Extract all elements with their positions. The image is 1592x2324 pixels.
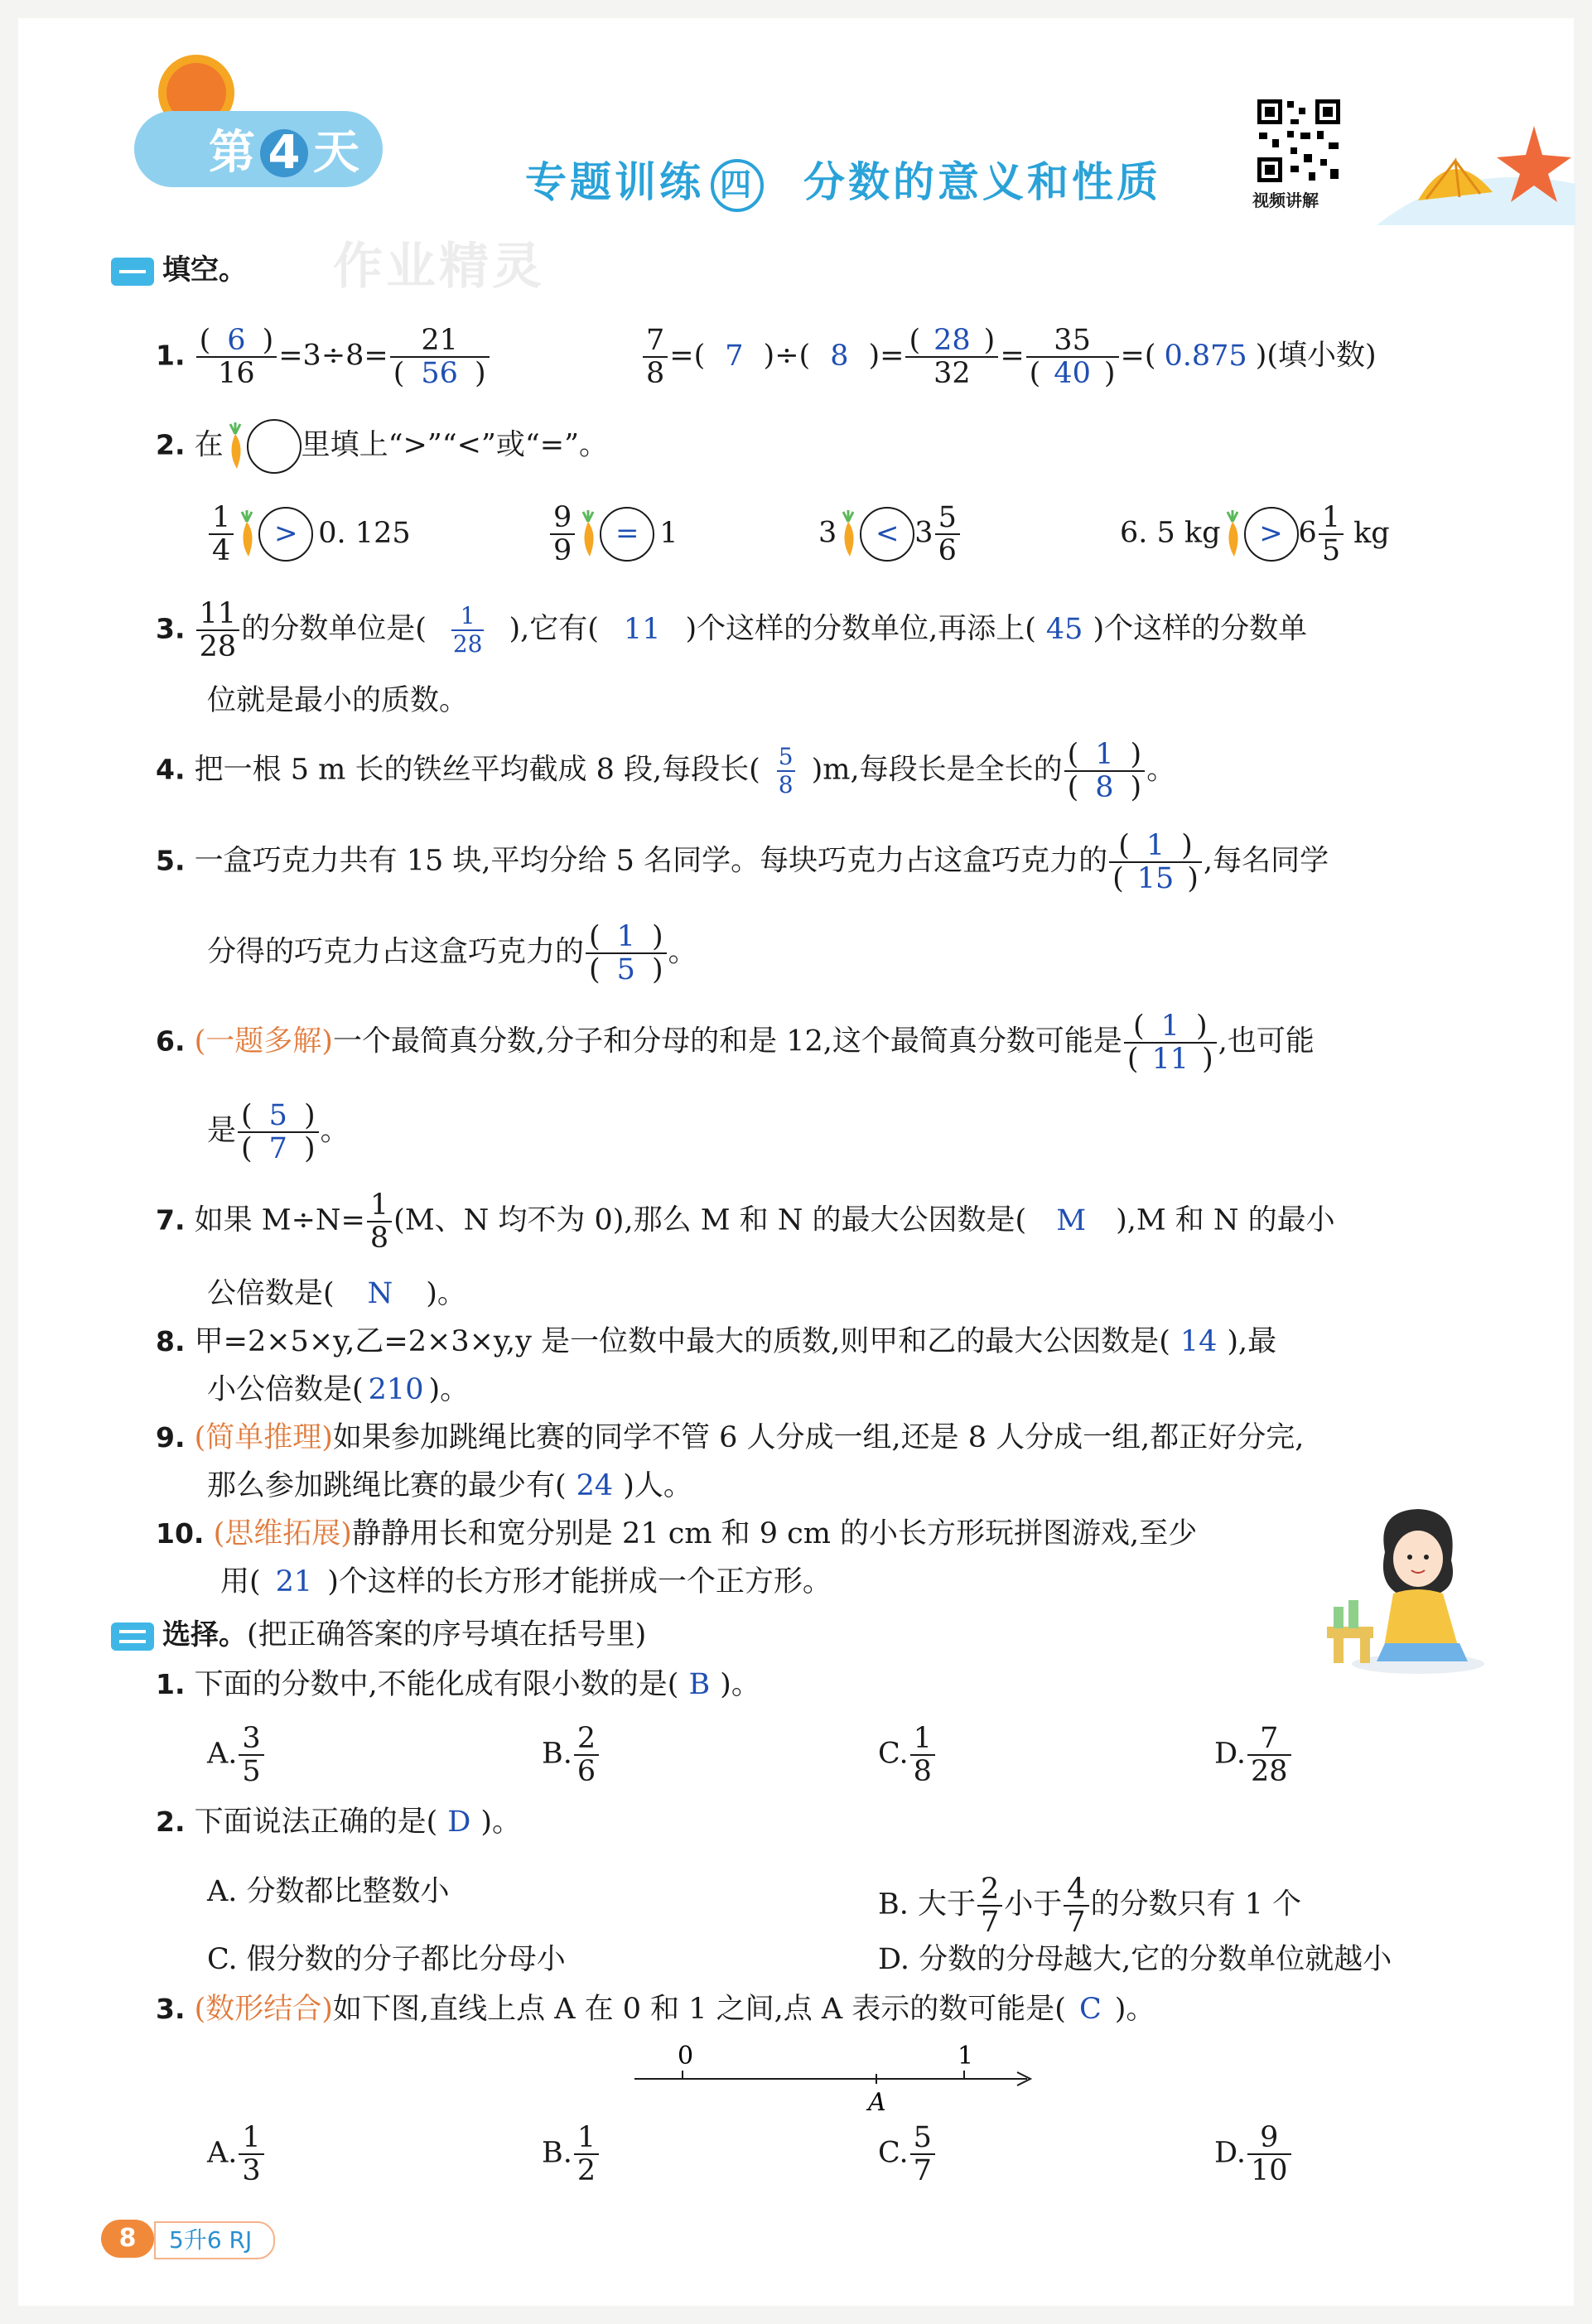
question-1-7-line2: 公倍数是( N )。 [207, 1277, 466, 1310]
worksheet-page [18, 18, 1574, 2306]
compare-item-2: $\frac{9}{9}$ = 1 [548, 502, 678, 567]
question-1-8: 8. 甲=2×5×y,乙=2×3×y,y 是一位数中最大的质数,则甲和乙的最大公因数是( 14 ),最 [156, 1325, 1277, 1358]
option-d[interactable]: D. $\frac{7}{28}$ [1214, 1723, 1293, 1787]
qr-code[interactable] [1254, 96, 1344, 186]
section1-header: 填空。 [111, 252, 247, 288]
compare-circle [247, 419, 302, 474]
compare-circle[interactable]: > [1244, 507, 1299, 562]
carrot-icon [1221, 510, 1244, 558]
number-line [633, 2034, 1039, 2117]
qr-caption: 视频讲解 [1252, 190, 1319, 210]
option-c[interactable]: C. $\frac{5}{7}$ [878, 2122, 937, 2187]
axis-label-zero: 0 [678, 2042, 694, 2071]
question-tag: (数形结合) [194, 1993, 333, 2026]
option-d[interactable]: D. $\frac{9}{10}$ [1214, 2122, 1293, 2187]
question-2-3: 3. (数形结合)如下图,直线上点 A 在 0 和 1 之间,点 A 表示的数可能是( C )。 [156, 1993, 1155, 2026]
option-b[interactable]: B. $\frac{1}{2}$ [542, 2122, 601, 2187]
question-tag: (思维拓展) [213, 1517, 352, 1550]
question-1-9: 9. (简单推理)如果参加跳绳比赛的同学不管 6 人分成一组,还是 8 人分成一组,都正好分完, [156, 1421, 1305, 1454]
option-a[interactable]: A. 分数都比整数小 [207, 1875, 450, 1908]
title-circle-number: 四 [711, 159, 764, 212]
carrot-icon [576, 510, 600, 558]
fraction: $\frac{21}{( 56 )}$ [390, 325, 490, 389]
carrot-icon [837, 510, 860, 558]
option-c[interactable]: C. $\frac{1}{8}$ [878, 1723, 937, 1787]
series-label: 5升6 RJ [154, 2221, 275, 2259]
page-number-badge: 8 [101, 2220, 154, 2258]
page-title: 专题训练 四 分数的意义和性质 [525, 149, 1161, 212]
question-1-3: 3. $\frac{11}{28}$ 的分数单位是( $\frac{1}{28}$ ),它有( 11 )个这样的分数单位,再添上( 45 )个这样的分数单 [156, 597, 1308, 663]
question-1-3-line2: 位就是最小的质数。 [207, 684, 469, 717]
question-1-7: 7. 如果 M÷N= $\frac{1}{8}$ (M、N 均不为 0),那么 M 和 N 的最大公因数是( M ),M 和 N 的最小 [156, 1189, 1335, 1255]
option-a[interactable]: A. $\frac{3}{5}$ [207, 1723, 266, 1787]
watermark-text: 作业精灵 [333, 238, 545, 296]
question-1-8-line2: 小公倍数是( 210 )。 [207, 1373, 470, 1406]
compare-circle[interactable]: = [600, 507, 654, 562]
day-number-circle: 4 [260, 129, 308, 177]
question-2-1: 1. 下面的分数中,不能化成有限小数的是( B )。 [156, 1668, 760, 1701]
question-1-5-line2: 分得的巧克力占这盒巧克力的 $\frac{( 1 )}{( 5 )}$ 。 [207, 920, 697, 986]
question-1-9-line2: 那么参加跳绳比赛的最少有( 24 )人。 [207, 1469, 692, 1502]
question-1-10-line2: 用( 21 )个这样的长方形才能拼成一个正方形。 [220, 1565, 832, 1598]
question-tag: (简单推理) [194, 1421, 333, 1454]
question-1-10: 10. (思维拓展)静静用长和宽分别是 21 cm 和 9 cm 的小长方形玩拼图游戏,至少 [156, 1517, 1198, 1550]
fraction: $\frac{( 6 )}{16}$ [196, 325, 277, 389]
question-1-2: 2. 在 里填上“>”“<”或“=”。 [156, 419, 608, 474]
compare-item-3: 3 < 3 $\frac{5}{6}$ [818, 502, 962, 567]
compare-circle[interactable]: < [860, 507, 914, 562]
question-2-2: 2. 下面说法正确的是( D )。 [156, 1806, 522, 1839]
section2-header: 选择。(把正确答案的序号填在括号里) [111, 1617, 646, 1653]
option-b[interactable]: B. $\frac{2}{6}$ [542, 1723, 601, 1787]
question-tag: (一题多解) [194, 1025, 333, 1058]
question-1-4: 4. 把一根 5 m 长的铁丝平均截成 8 段,每段长( $\frac{5}{8}$ )m,每段长是全长的 $\frac{( 1 )}{( 8 )}$ 。 [156, 738, 1176, 804]
compare-item-4: 6. 5 kg > 6 $\frac{1}{5}$ kg [1120, 501, 1390, 567]
question-1-1: 1. $\frac{( 6 )}{16}$ =3÷8= $\frac{21}{( 56 )}$ [156, 325, 491, 389]
compare-item-1: $\frac{1}{4}$ > 0. 125 [207, 502, 411, 567]
option-d[interactable]: D. 分数的分母越大,它的分数单位就越小 [878, 1943, 1392, 1976]
question-1-6: 6. (一题多解)一个最简真分数,分子和分母的和是 12,这个最简真分数可能是 $\frac{( 1 )}{( 11 )}$ ,也可能 [156, 1010, 1315, 1076]
option-c[interactable]: C. 假分数的分子都比分母小 [207, 1943, 566, 1976]
option-a[interactable]: A. $\frac{1}{3}$ [207, 2122, 266, 2187]
sun-decoration [142, 41, 250, 116]
compare-circle[interactable]: > [258, 507, 313, 562]
question-1-1-right: $\frac{7}{8}$ =( 7 )÷( 8 )= $\frac{( 28 )}{32}$ = $\frac{35}{( 40 )}$ =( 0.875 )(填小数) [641, 325, 1377, 389]
point-a-label: A [868, 2088, 886, 2117]
axis-label-one: 1 [958, 2042, 974, 2071]
shell-starfish-decoration [1377, 109, 1575, 225]
option-b[interactable]: B. 大于 $\frac{2}{7}$ 小于 $\frac{4}{7}$ 的分数只有 1 个 [878, 1873, 1302, 1939]
question-1-5: 5. 一盒巧克力共有 15 块,平均分给 5 名同学。每块巧克力占这盒巧克力的 $\frac{( 1 )}{( 15 )}$ ,每名同学 [156, 829, 1329, 895]
section2-marker-icon [111, 1622, 154, 1651]
question-1-6-line2: 是 $\frac{( 5 )}{( 7 )}$ 。 [207, 1099, 350, 1165]
girl-illustration [1327, 1502, 1493, 1676]
carrot-icon [235, 510, 258, 558]
carrot-icon [224, 422, 247, 470]
section1-marker-icon [111, 258, 154, 286]
day-label: 第 4 天 [209, 126, 359, 180]
